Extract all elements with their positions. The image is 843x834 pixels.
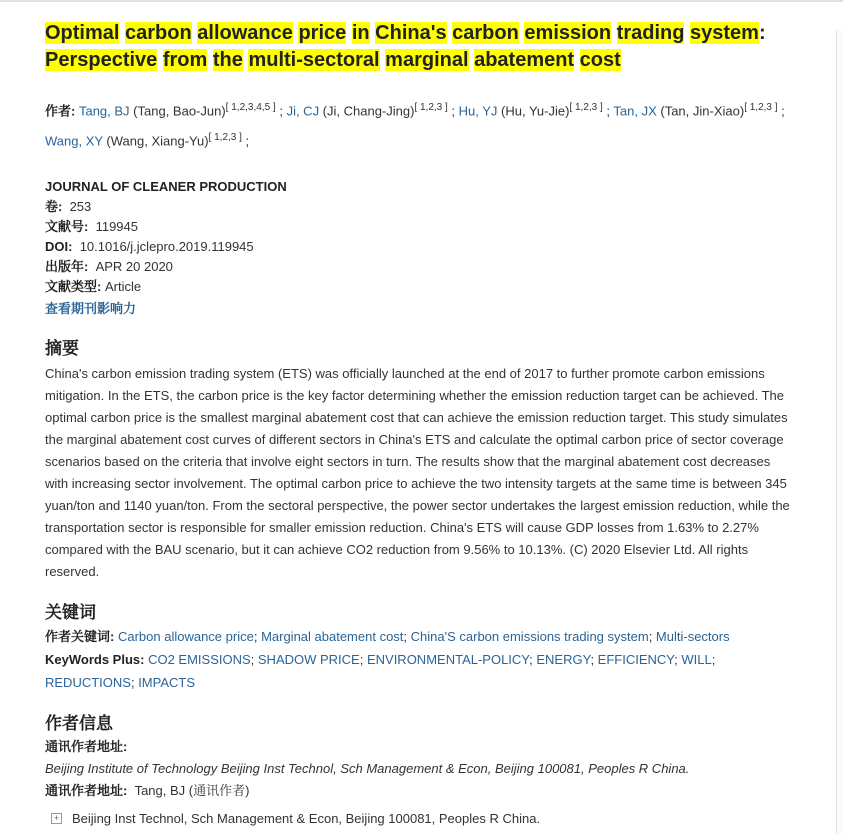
title-highlight-word: emission — [524, 22, 612, 44]
author-affiliation-index[interactable]: [ 1,2,3 ] — [744, 102, 778, 113]
keyword-link[interactable]: WILL — [681, 651, 712, 667]
author-link[interactable]: Tang, BJ — [78, 103, 130, 119]
keyword-link[interactable]: Carbon allowance price — [117, 628, 254, 644]
volume-label: 卷: — [45, 198, 63, 214]
title-highlight-word: abatement — [474, 49, 575, 71]
article-number-row — [45, 217, 790, 237]
title-separator — [346, 22, 352, 44]
title-highlight-word: price — [298, 22, 347, 44]
keyword-link[interactable]: EFFICIENCY — [597, 651, 675, 667]
doi-row — [45, 237, 790, 257]
abstract-heading: 摘要 — [45, 338, 79, 358]
article-number-value: 119945 — [95, 218, 138, 234]
article-number-label: 文献号: — [45, 218, 89, 234]
keyword-link[interactable]: IMPACTS — [138, 674, 196, 690]
author-affiliation-index[interactable]: [ 1,2,3 ] — [569, 102, 603, 113]
title-separator — [611, 22, 617, 44]
address-expand-row — [45, 808, 790, 830]
corr-address: Beijing Institute of Technology Beijing Inst Technol, Sch Management & Econ, Beijing 100081, Peoples R China. — [45, 760, 690, 776]
top-border — [0, 0, 843, 2]
title-highlight-word: marginal — [385, 49, 469, 71]
title-separator — [574, 49, 580, 71]
keywords-plus-row: KeyWords Plus: CO2 EMISSIONS; SHADOW PRICE; ENVIRONMENTAL-POLICY; ENERGY; EFFICIENCY; WILL; REDUCTIONS; IMPACTS — [45, 651, 716, 690]
doc-type-value: Article — [104, 278, 142, 294]
doc-type-label: 文献类型: — [45, 278, 102, 294]
corr-address-label: 通讯作者地址: — [45, 738, 128, 754]
expand-plus-icon[interactable]: + — [51, 813, 62, 824]
corr-address-label-row — [45, 736, 790, 758]
doc-type-row — [45, 277, 790, 297]
author-info-heading: 作者信息 — [45, 713, 113, 733]
keyword-link[interactable]: ENERGY — [536, 651, 591, 667]
author-affiliation-index[interactable]: [ 1,2,3,4,5 ] — [225, 102, 276, 113]
title-highlight-word: system — [690, 22, 759, 44]
keyword-link[interactable]: Multi-sectors — [655, 628, 730, 644]
title-highlight-word: allowance — [197, 22, 293, 44]
volume-value: 253 — [69, 198, 92, 214]
title-highlight-word: China's — [375, 22, 447, 44]
authors-label: 作者: — [45, 103, 76, 119]
article-title — [45, 20, 790, 74]
author-affiliation-index[interactable]: [ 1,2,3 ] — [414, 102, 448, 113]
author-link[interactable]: Ji, CJ — [286, 103, 320, 119]
expand-address-text: Beijing Inst Technol, Sch Management & Econ, Beijing 100081, Peoples R China. — [72, 810, 541, 826]
author-keywords-label: 作者关键词: — [45, 628, 115, 644]
journal-name: JOURNAL OF CLEANER PRODUCTION — [45, 178, 287, 194]
pub-year-row — [45, 257, 790, 277]
abstract-text: China's carbon emission trading system (ETS) was officially launched at the end of 2017 to further promote carbon emissions mitigation. In the ETS, the carbon price is the key factor determining whether the emission reduction target can be achieved. The optimal carbon price is the smallest marginal abatement cost that can achieve the emission reduction target. This study simulates the marginal abatement cost curves of different sectors in China's ETS and calculate the optimal carbon price of sector coverage scenarios based on the criteria that involve eight sectors in turn. The results show that the marginal abatement cost decreases with increasing sector involvement. The optimal carbon price to achieve the two intensity targets at the same time is between 345 yuan/ton and 1140 yuan/ton. From the sectoral perspective, the power sector undertakes the largest emission reduction, while the transportation sector is responsible for smaller emission reduction. China's ETS will cause GDP losses from 1.63% to 2.27% compared with the BAU scenario, but it can achieve CO2 reduction from 9.56% to 10.13%. (C) 2020 Elsevier Ltd. All rights reserved. — [45, 365, 790, 579]
keyword-link[interactable]: China'S carbon emissions trading system — [410, 628, 649, 644]
source-metadata — [45, 177, 790, 319]
record-content — [45, 20, 790, 830]
volume-row — [45, 197, 790, 217]
title-highlight-word: carbon — [125, 22, 192, 44]
right-sidebar-edge — [836, 30, 843, 834]
keyword-link[interactable]: REDUCTIONS — [45, 674, 131, 690]
corr-author-label: 通讯作者地址: — [45, 782, 128, 798]
title-highlight-word: from — [162, 49, 208, 71]
author-full-name: (Ji, Chang-Jing) — [319, 103, 415, 119]
journal-impact-link[interactable]: 查看期刊影响力 — [45, 300, 137, 316]
keyword-link[interactable]: SHADOW PRICE — [257, 651, 360, 667]
keyword-link[interactable]: Marginal abatement cost — [261, 628, 404, 644]
corr-author-row — [45, 780, 790, 802]
keywords-plus-label: KeyWords Plus: — [45, 651, 145, 667]
pub-year-label: 出版年: — [45, 258, 89, 274]
title-highlight-word: multi-sectoral — [248, 49, 380, 71]
keyword-link[interactable]: ENVIRONMENTAL-POLICY — [366, 651, 530, 667]
author-link[interactable]: Tan, JX — [613, 103, 657, 119]
corr-author-value: Tang, BJ (通讯作者) — [134, 782, 250, 798]
authors-line: 作者: Tang, BJ (Tang, Bao-Jun)[ 1,2,3,4,5 ] ; Ji, CJ (Ji, Chang-Jing)[ 1,2,3 ] ; Hu, YJ (Hu, Yu-Jie)[ 1,2,3 ] ; Tan, JX (Tan, Jin-Xiao)[ 1,2,3 ] ; Wang, XY (Wang, Xiang-Yu)[ 1,2,3 ] ; — [45, 102, 785, 149]
author-link[interactable]: Hu, YJ — [458, 103, 498, 119]
title-highlight-word: carbon — [452, 22, 519, 44]
keywords-heading: 关键词 — [45, 602, 96, 622]
title-highlight-word: in — [351, 22, 370, 44]
author-full-name: (Hu, Yu-Jie) — [497, 103, 570, 119]
title-highlight-word: trading — [616, 22, 685, 44]
author-link[interactable]: Wang, XY — [45, 133, 103, 149]
author-keywords-row: 作者关键词: Carbon allowance price; Marginal abatement cost; China'S carbon emissions trading system; Multi-sectors — [45, 628, 730, 644]
title-highlight-word: the — [212, 49, 243, 71]
title-highlight-word: cost — [579, 49, 621, 71]
title-highlight-word: Optimal — [45, 22, 120, 44]
title-separator: : — [758, 22, 766, 44]
author-full-name: (Tan, Jin-Xiao) — [656, 103, 745, 119]
author-full-name: (Wang, Xiang-Yu) — [102, 133, 209, 149]
keyword-link[interactable]: CO2 EMISSIONS — [148, 651, 251, 667]
author-full-name: (Tang, Bao-Jun) — [129, 103, 226, 119]
doi-label: DOI: — [45, 238, 73, 254]
pub-year-value: APR 20 2020 — [95, 258, 173, 274]
author-affiliation-index[interactable]: [ 1,2,3 ] — [208, 132, 242, 144]
doi-value: 10.1016/j.jclepro.2019.119945 — [79, 238, 254, 254]
title-highlight-word: Perspective — [45, 49, 158, 71]
